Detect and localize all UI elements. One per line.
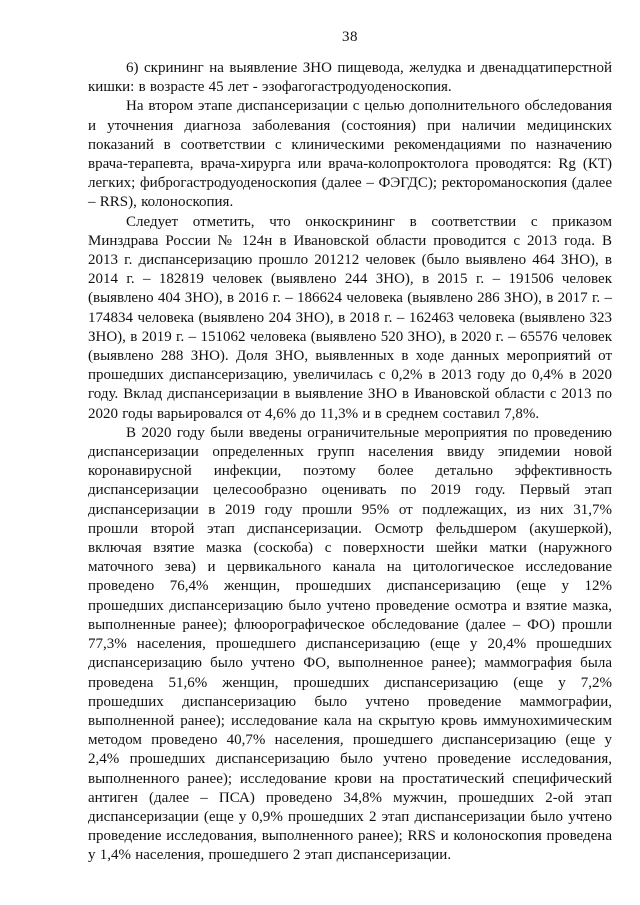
paragraph-second-stage: На втором этапе диспансеризации с целью дополнительного обследования и уточнения диагноза заболевания (состояния) при наличии медицинских показаний в соответствии с клиническими рекомендациями по назначению врача-терапевта, врача-хирурга или врача-колопроктолога проводятся: Rg (КТ) легких; фиброгастродуоденоскопия (далее – ФЭГДС); ректороманоскопия (далее – RRS), колоноскопия.: [88, 98, 612, 211]
paragraph-screening-item-6: 6) скрининг на выявление ЗНО пищевода, желудка и двенадцатиперстной кишки: в возрасте 45 лет - эзофагогастродуоденоскопия.: [88, 60, 612, 96]
paragraph-2020-restrictions: В 2020 году были введены ограничительные мероприятия по проведению диспансеризации определенных групп населения ввиду эпидемии новой коронавирусной инфекции, поэтому более детально эффективность диспансеризации целесообразно оценивать по 2019 году. Первый этап диспансеризации в 2019 году прошли 95% от подлежащих, из них 31,7% прошли второй этап диспансеризации. Осмотр фельдшером (акушеркой), включая взятие мазка (соскоба) с поверхности шейки матки (наружного маточного зева) и цервикального канала на цитологическое исследование проведено 76,4% женщин, прошедших диспансеризацию (еще у 12% прошедших диспансеризацию было учтено проведение осмотра и взятие мазка, выполненные ранее); флюорографическое обследование (далее – ФО) прошли 77,3% населения, прошедшего диспансеризацию (еще у 20,4% прошедших диспансеризацию было учтено ФО, выполненное ранее); маммография была проведена 51,6% женщин, прошедших диспансеризацию (еще у 7,2% прошедших диспансеризацию было учтено проведение маммографии, выполненной ранее); исследование кала на скрытую кровь иммунохимическим методом проведено 40,7% населения, прошедшего диспансеризацию (еще у 2,4% прошедших диспансеризацию было учтено проведение исследования, выполненного ранее); исследование крови на простатический специфический антиген (далее – ПСА) проведено 34,8% мужчин, прошедших 2-ой этап диспансеризации (еще у 0,9% прошедших 2 этап диспансеризации было учтено проведение исследования, выполненного ранее); RRS и колоноскопия проведена у 1,4% населения, прошедшего 2 этап диспансеризации.: [88, 424, 612, 864]
paragraph-oncoscreening-statistics: Следует отметить, что онкоскрининг в соответствии с приказом Минздрава России № 124н в Ивановской области проводится с 2013 года. В 2013 г. диспансеризацию прошло 201212 человек (было выявлено 464 ЗНО), в 2014 г. – 182819 человек (выявлено 244 ЗНО), в 2015 г. – 191506 человек (выявлено 404 ЗНО), в 2016 г. – 186624 человека (выявлено 286 ЗНО), в 2017 г. – 174834 человека (выявлено 204 ЗНО), в 2018 г. – 162463 человека (выявлено 323 ЗНО), в 2019 г. – 151062 человека (выявлено 520 ЗНО), в 2020 г. – 65576 человек (выявлено 288 ЗНО). Доля ЗНО, выявленных в ходе данных мероприятий от прошедших диспансеризацию, увеличилась с 0,2% в 2013 году до 0,4% в 2020 году. Вклад диспансеризации в выявление ЗНО в Ивановской области с 2013 по 2020 годы варьировался от 4,6% до 11,3% и в среднем составил 7,8%.: [88, 213, 612, 422]
page-number: 38: [342, 29, 358, 45]
document-body: [88, 59, 612, 866]
